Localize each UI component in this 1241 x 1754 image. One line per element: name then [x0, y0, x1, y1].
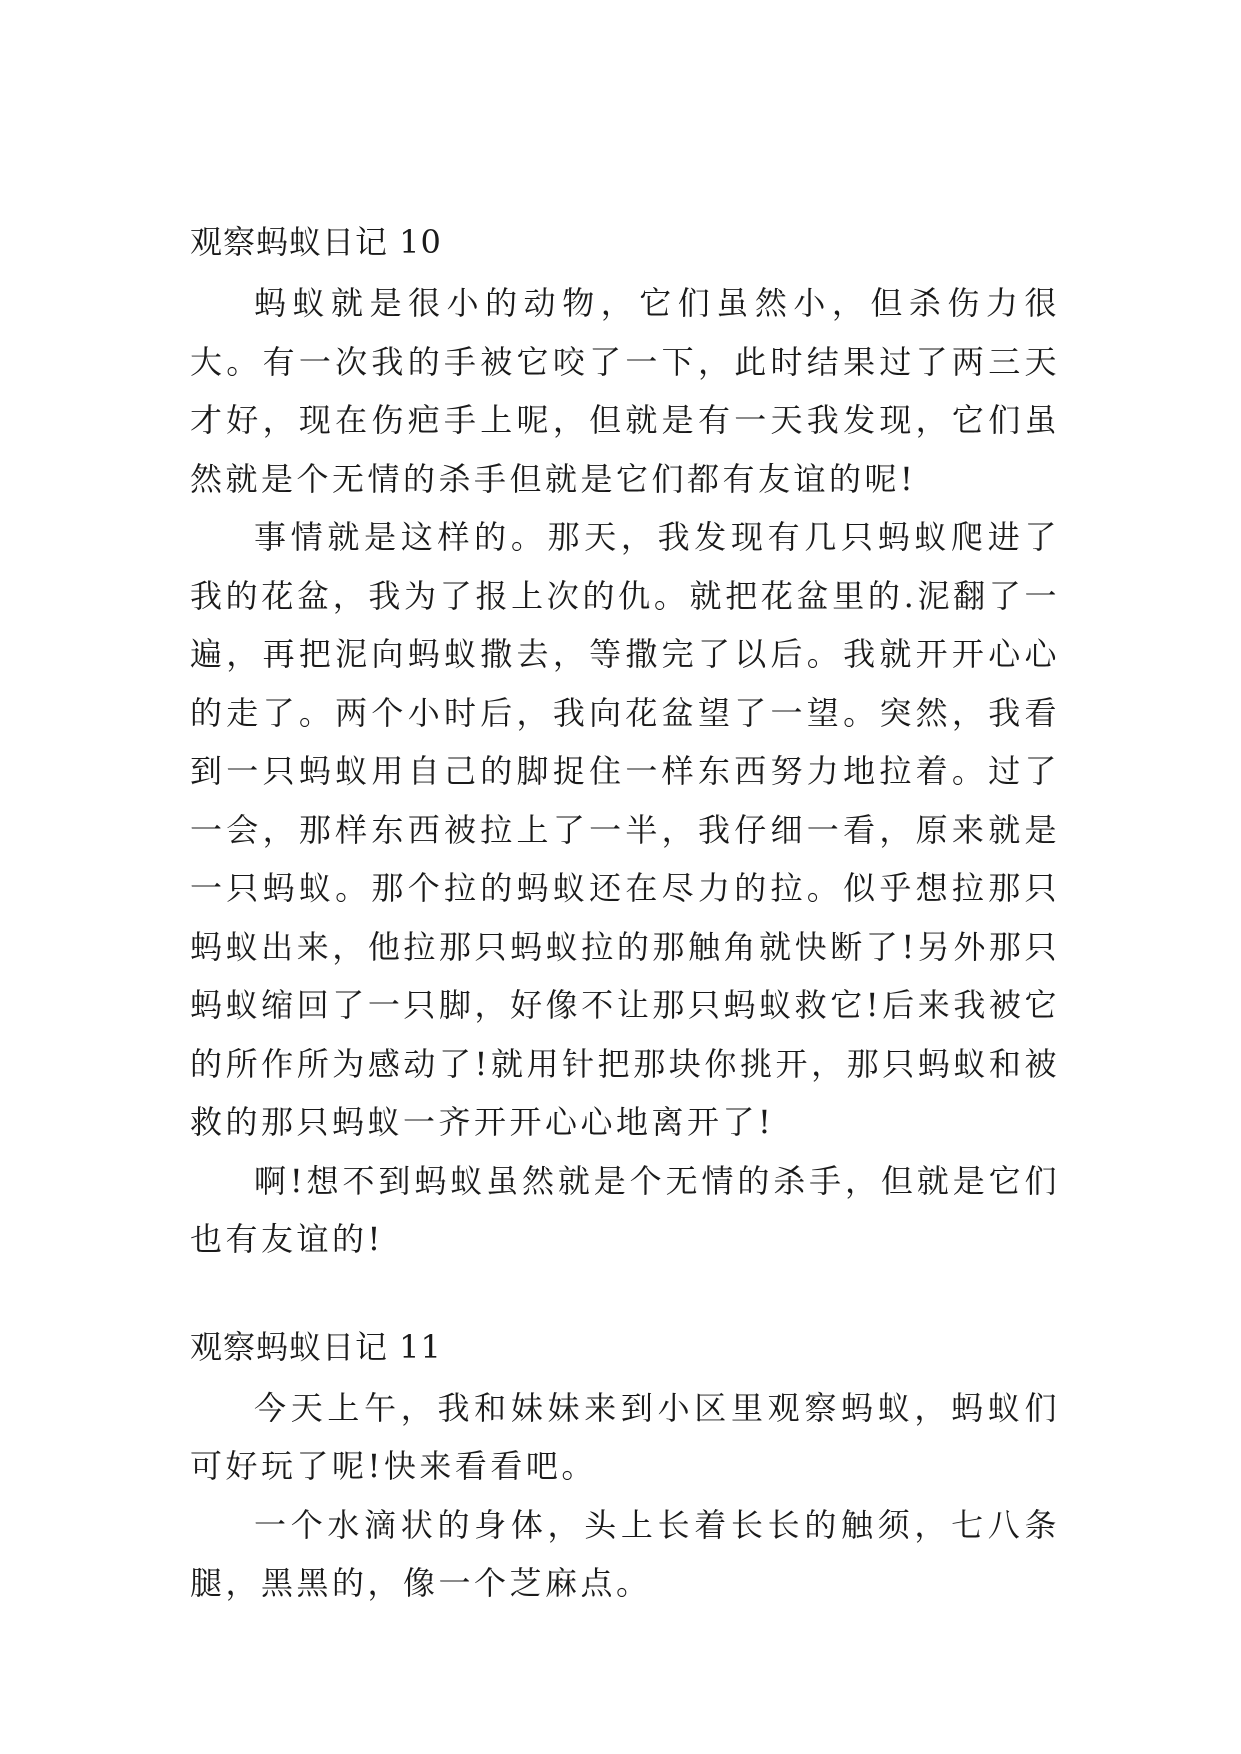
section-title: 观察蚂蚁日记 10: [190, 223, 442, 261]
document-page: [190, 222, 1060, 1613]
diary-entry-10: [190, 222, 1060, 1269]
paragraph: 事情就是这样的。那天，我发现有几只蚂蚁爬进了我的花盆，我为了报上次的仇。就把花盆里的.泥翻了一遍，再把泥向蚂蚁撒去，等撒完了以后。我就开开心心的走了。两个小时后，我向花盆望了一望。突然，我看到一只蚂蚁用自己的脚捉住一样东西努力地拉着。过了一会，那样东西被拉上了一半，我仔细一看，原来就是一只蚂蚁。那个拉的蚂蚁还在尽力的拉。似乎想拉那只蚂蚁出来，他拉那只蚂蚁拉的那触角就快断了!另外那只蚂蚁缩回了一只脚，好像不让那只蚂蚁救它!后来我被它的所作所为感动了!就用针把那块你挑开，那只蚂蚁和被救的那只蚂蚁一齐开开心心地离开了!: [190, 518, 1060, 1141]
paragraph: 蚂蚁就是很小的动物，它们虽然小，但杀伤力很大。有一次我的手被它咬了一下，此时结果过了两三天才好，现在伤疤手上呢，但就是有一天我发现，它们虽然就是个无情的杀手但就是它们都有友谊的呢!: [190, 284, 1060, 498]
paragraph: 啊!想不到蚂蚁虽然就是个无情的杀手，但就是它们也有友谊的!: [190, 1161, 1060, 1258]
paragraph: 今天上午，我和妹妹来到小区里观察蚂蚁，蚂蚁们可好玩了呢!快来看看吧。: [190, 1388, 1060, 1485]
section-title: 观察蚂蚁日记 11: [190, 1327, 442, 1366]
diary-entry-11: [190, 1327, 1060, 1613]
paragraph: 一个水滴状的身体，头上长着长长的触须，七八条腿，黑黑的，像一个芝麻点。: [190, 1505, 1060, 1602]
